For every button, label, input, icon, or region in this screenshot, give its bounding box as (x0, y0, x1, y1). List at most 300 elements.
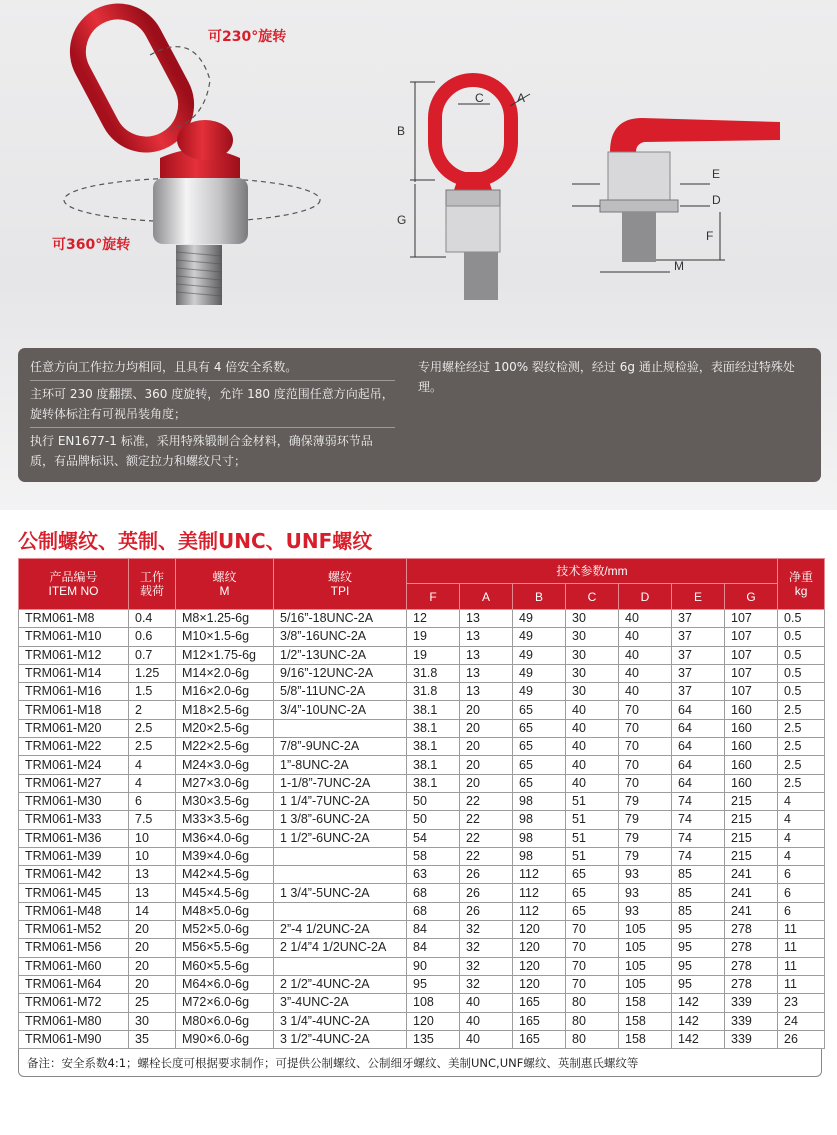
cell-f: 68 (407, 902, 460, 920)
cell-thread-m: M10×1.5-6g (176, 628, 274, 646)
cell-c: 30 (566, 610, 619, 628)
cell-weight: 4 (778, 811, 825, 829)
cell-wll: 25 (129, 994, 176, 1012)
cell-g: 215 (725, 829, 778, 847)
header-thread-m-cn: 螺纹 (212, 570, 237, 584)
header-b: B (513, 584, 566, 610)
cell-b: 65 (513, 774, 566, 792)
cell-d: 79 (619, 847, 672, 865)
features-right (418, 354, 818, 400)
cell-b: 98 (513, 829, 566, 847)
header-item-cn: 产品编号 (49, 570, 98, 584)
cell-f: 12 (407, 610, 460, 628)
cell-weight: 4 (778, 829, 825, 847)
cell-e: 142 (672, 994, 725, 1012)
table-row (19, 902, 825, 920)
table-row (19, 994, 825, 1012)
cell-b: 112 (513, 902, 566, 920)
cell-thread-m: M42×4.5-6g (176, 866, 274, 884)
cell-f: 95 (407, 975, 460, 993)
cell-c: 65 (566, 866, 619, 884)
cell-thread-m: M12×1.75-6g (176, 646, 274, 664)
cell-e: 85 (672, 884, 725, 902)
cell-wll: 30 (129, 1012, 176, 1030)
cell-a: 20 (460, 756, 513, 774)
dim-label-d: D (712, 193, 721, 207)
cell-item-no: TRM061-M80 (19, 1012, 129, 1030)
cell-g: 215 (725, 792, 778, 810)
cell-b: 112 (513, 884, 566, 902)
cell-d: 79 (619, 792, 672, 810)
cell-d: 40 (619, 628, 672, 646)
spec-table-wrap (18, 558, 824, 1049)
cell-wll: 2.5 (129, 719, 176, 737)
cell-thread-m: M72×6.0-6g (176, 994, 274, 1012)
cell-a: 32 (460, 957, 513, 975)
cell-g: 107 (725, 646, 778, 664)
table-row (19, 610, 825, 628)
cell-item-no: TRM061-M33 (19, 811, 129, 829)
cell-c: 65 (566, 884, 619, 902)
header-c: C (566, 584, 619, 610)
cell-f: 58 (407, 847, 460, 865)
cell-a: 13 (460, 610, 513, 628)
dim-label-m: M (674, 259, 684, 273)
cell-thread-m: M20×2.5-6g (176, 719, 274, 737)
cell-g: 278 (725, 921, 778, 939)
cell-b: 49 (513, 610, 566, 628)
cell-g: 160 (725, 774, 778, 792)
cell-g: 215 (725, 847, 778, 865)
cell-g: 107 (725, 683, 778, 701)
cell-a: 32 (460, 939, 513, 957)
cell-d: 105 (619, 939, 672, 957)
cell-thread-m: M24×3.0-6g (176, 756, 274, 774)
cell-c: 80 (566, 1030, 619, 1048)
cell-c: 70 (566, 921, 619, 939)
cell-thread-m: M16×2.0-6g (176, 683, 274, 701)
dim-label-b: B (397, 124, 406, 138)
cell-wll: 2 (129, 701, 176, 719)
cell-f: 84 (407, 921, 460, 939)
cell-thread-m: M39×4.0-6g (176, 847, 274, 865)
header-tech: 技术参数/mm (407, 559, 778, 584)
cell-e: 74 (672, 847, 725, 865)
cell-a: 22 (460, 792, 513, 810)
cell-wll: 20 (129, 921, 176, 939)
feature-item: 执行 EN1677-1 标准，采用特殊锻制合金材料，确保薄弱环节品质，有品牌标识、额定拉力和螺纹尺寸； (30, 434, 373, 468)
cell-wll: 0.4 (129, 610, 176, 628)
cell-thread-m: M22×2.5-6g (176, 738, 274, 756)
cell-wll: 4 (129, 756, 176, 774)
cell-weight: 2.5 (778, 774, 825, 792)
header-thread-m (176, 559, 274, 610)
cell-f: 31.8 (407, 664, 460, 682)
cell-item-no: TRM061-M27 (19, 774, 129, 792)
cell-g: 278 (725, 939, 778, 957)
cell-d: 70 (619, 774, 672, 792)
cell-g: 278 (725, 975, 778, 993)
cell-d: 93 (619, 884, 672, 902)
cell-wll: 4 (129, 774, 176, 792)
cell-thread-tpi: 1 3/8”-6UNC-2A (274, 811, 407, 829)
cell-c: 30 (566, 683, 619, 701)
cell-c: 51 (566, 847, 619, 865)
cell-thread-tpi: 1”-8UNC-2A (274, 756, 407, 774)
cell-d: 40 (619, 610, 672, 628)
cell-wll: 1.25 (129, 664, 176, 682)
header-weight-cn: 净重 (789, 570, 814, 584)
cell-f: 90 (407, 957, 460, 975)
cell-weight: 26 (778, 1030, 825, 1048)
cell-thread-m: M64×6.0-6g (176, 975, 274, 993)
cell-thread-m: M27×3.0-6g (176, 774, 274, 792)
cell-c: 30 (566, 646, 619, 664)
cell-c: 80 (566, 1012, 619, 1030)
cell-c: 65 (566, 902, 619, 920)
cell-e: 74 (672, 792, 725, 810)
table-row (19, 683, 825, 701)
cell-d: 40 (619, 646, 672, 664)
cell-d: 105 (619, 975, 672, 993)
cell-b: 120 (513, 975, 566, 993)
cell-b: 49 (513, 664, 566, 682)
cell-weight: 11 (778, 939, 825, 957)
cell-e: 95 (672, 939, 725, 957)
footnote: 备注：安全系数4:1；螺栓长度可根据要求制作；可提供公制螺纹、公制细牙螺纹、美制UNC,UNF螺纹、英制惠氏螺纹等 (18, 1049, 822, 1077)
cell-c: 40 (566, 756, 619, 774)
cell-wll: 2.5 (129, 738, 176, 756)
cell-f: 120 (407, 1012, 460, 1030)
cell-thread-tpi: 1-1/8”-7UNC-2A (274, 774, 407, 792)
cell-b: 165 (513, 1030, 566, 1048)
cell-weight: 23 (778, 994, 825, 1012)
header-g: G (725, 584, 778, 610)
cell-thread-m: M90×6.0-6g (176, 1030, 274, 1048)
cell-a: 40 (460, 1012, 513, 1030)
cell-e: 95 (672, 957, 725, 975)
cell-weight: 6 (778, 884, 825, 902)
cell-d: 40 (619, 664, 672, 682)
cell-thread-m: M60×5.5-6g (176, 957, 274, 975)
cell-b: 65 (513, 701, 566, 719)
cell-wll: 0.6 (129, 628, 176, 646)
cell-weight: 4 (778, 847, 825, 865)
cell-b: 165 (513, 994, 566, 1012)
cell-item-no: TRM061-M64 (19, 975, 129, 993)
cell-item-no: TRM061-M45 (19, 884, 129, 902)
cell-thread-tpi: 9/16”-12UNC-2A (274, 664, 407, 682)
cell-a: 13 (460, 646, 513, 664)
cell-a: 20 (460, 738, 513, 756)
cell-item-no: TRM061-M16 (19, 683, 129, 701)
table-row (19, 921, 825, 939)
table-row (19, 792, 825, 810)
cell-d: 105 (619, 957, 672, 975)
features-panel (18, 348, 821, 482)
cell-a: 26 (460, 866, 513, 884)
cell-f: 108 (407, 994, 460, 1012)
cell-wll: 13 (129, 866, 176, 884)
cell-weight: 0.5 (778, 664, 825, 682)
cell-thread-m: M18×2.5-6g (176, 701, 274, 719)
cell-b: 49 (513, 683, 566, 701)
cell-c: 51 (566, 811, 619, 829)
cell-d: 93 (619, 866, 672, 884)
cell-b: 98 (513, 811, 566, 829)
table-row (19, 884, 825, 902)
cell-item-no: TRM061-M39 (19, 847, 129, 865)
header-thread-m-code: M (219, 584, 230, 598)
cell-a: 20 (460, 719, 513, 737)
cell-g: 160 (725, 701, 778, 719)
dimension-drawing-front (380, 72, 560, 302)
cell-f: 50 (407, 811, 460, 829)
header-thread-tpi-code: TPI (330, 584, 350, 598)
cell-item-no: TRM061-M48 (19, 902, 129, 920)
cell-thread-tpi (274, 719, 407, 737)
cell-b: 120 (513, 957, 566, 975)
header-weight-unit: kg (794, 584, 808, 598)
cell-weight: 11 (778, 975, 825, 993)
cell-c: 70 (566, 957, 619, 975)
cell-e: 64 (672, 774, 725, 792)
table-row (19, 847, 825, 865)
header-wll (129, 559, 176, 610)
table-row (19, 756, 825, 774)
cell-thread-m: M8×1.25-6g (176, 610, 274, 628)
header-thread-tpi (274, 559, 407, 610)
header-thread-tpi-cn: 螺纹 (327, 570, 352, 584)
cell-d: 158 (619, 1012, 672, 1030)
cell-thread-tpi (274, 957, 407, 975)
cell-weight: 11 (778, 921, 825, 939)
cell-b: 112 (513, 866, 566, 884)
product-hero (0, 0, 837, 510)
cell-d: 70 (619, 719, 672, 737)
cell-thread-m: M80×6.0-6g (176, 1012, 274, 1030)
cell-item-no: TRM061-M18 (19, 701, 129, 719)
cell-item-no: TRM061-M20 (19, 719, 129, 737)
cell-g: 241 (725, 866, 778, 884)
dim-label-c: C (475, 91, 484, 105)
cell-d: 40 (619, 683, 672, 701)
cell-thread-m: M14×2.0-6g (176, 664, 274, 682)
cell-weight: 0.5 (778, 683, 825, 701)
cell-d: 70 (619, 738, 672, 756)
cell-weight: 6 (778, 902, 825, 920)
cell-a: 20 (460, 774, 513, 792)
cell-weight: 0.5 (778, 610, 825, 628)
cell-item-no: TRM061-M36 (19, 829, 129, 847)
features-left (30, 354, 395, 474)
cell-f: 38.1 (407, 701, 460, 719)
header-weight (778, 559, 825, 610)
cell-b: 165 (513, 1012, 566, 1030)
cell-g: 107 (725, 628, 778, 646)
dim-label-g: G (397, 213, 407, 227)
cell-b: 65 (513, 738, 566, 756)
cell-d: 105 (619, 921, 672, 939)
cell-c: 51 (566, 792, 619, 810)
cell-e: 64 (672, 738, 725, 756)
cell-b: 65 (513, 756, 566, 774)
table-row (19, 1030, 825, 1048)
cell-e: 85 (672, 902, 725, 920)
dimension-drawing-side (570, 100, 790, 290)
feature-item: 任意方向工作拉力均相同，且具有 4 倍安全系数。 (30, 354, 395, 381)
cell-d: 158 (619, 994, 672, 1012)
header-wll-cn2: 载荷 (139, 584, 164, 598)
header-e: E (672, 584, 725, 610)
cell-thread-m: M52×5.0-6g (176, 921, 274, 939)
cell-wll: 20 (129, 939, 176, 957)
cell-a: 32 (460, 921, 513, 939)
cell-thread-tpi: 1 1/2”-6UNC-2A (274, 829, 407, 847)
cell-b: 120 (513, 939, 566, 957)
cell-g: 107 (725, 610, 778, 628)
cell-thread-m: M45×4.5-6g (176, 884, 274, 902)
cell-item-no: TRM061-M12 (19, 646, 129, 664)
cell-d: 79 (619, 829, 672, 847)
header-wll-cn: 工作 (139, 570, 164, 584)
cell-item-no: TRM061-M52 (19, 921, 129, 939)
cell-a: 20 (460, 701, 513, 719)
cell-a: 32 (460, 975, 513, 993)
cell-g: 107 (725, 664, 778, 682)
cell-a: 40 (460, 994, 513, 1012)
cell-d: 158 (619, 1030, 672, 1048)
cell-g: 160 (725, 738, 778, 756)
header-d: D (619, 584, 672, 610)
cell-d: 70 (619, 701, 672, 719)
cell-thread-tpi (274, 902, 407, 920)
cell-c: 70 (566, 975, 619, 993)
spec-table-body (19, 610, 825, 1049)
cell-item-no: TRM061-M90 (19, 1030, 129, 1048)
cell-thread-m: M33×3.5-6g (176, 811, 274, 829)
cell-thread-tpi: 1 1/4”-7UNC-2A (274, 792, 407, 810)
cell-d: 93 (619, 902, 672, 920)
header-item-en: ITEM NO (48, 584, 99, 598)
cell-f: 38.1 (407, 738, 460, 756)
cell-f: 19 (407, 646, 460, 664)
cell-wll: 10 (129, 847, 176, 865)
cell-item-no: TRM061-M8 (19, 610, 129, 628)
cell-e: 74 (672, 811, 725, 829)
table-row (19, 719, 825, 737)
cell-thread-tpi: 2”-4 1/2UNC-2A (274, 921, 407, 939)
cell-g: 241 (725, 902, 778, 920)
table-row (19, 975, 825, 993)
cell-item-no: TRM061-M14 (19, 664, 129, 682)
cell-g: 160 (725, 756, 778, 774)
cell-item-no: TRM061-M56 (19, 939, 129, 957)
cell-item-no: TRM061-M24 (19, 756, 129, 774)
cell-b: 49 (513, 628, 566, 646)
cell-d: 70 (619, 756, 672, 774)
cell-b: 98 (513, 792, 566, 810)
cell-c: 40 (566, 774, 619, 792)
cell-item-no: TRM061-M30 (19, 792, 129, 810)
cell-item-no: TRM061-M72 (19, 994, 129, 1012)
cell-f: 31.8 (407, 683, 460, 701)
swivel-hoist-ring-photo (40, 0, 370, 330)
cell-thread-tpi: 3”-4UNC-2A (274, 994, 407, 1012)
cell-weight: 2.5 (778, 756, 825, 774)
cell-e: 85 (672, 866, 725, 884)
cell-e: 64 (672, 719, 725, 737)
header-a: A (460, 584, 513, 610)
cell-c: 70 (566, 939, 619, 957)
cell-c: 40 (566, 738, 619, 756)
cell-g: 339 (725, 1012, 778, 1030)
cell-e: 64 (672, 756, 725, 774)
feature-item: 主环可 230 度翻摆、360 度旋转，允许 180 度范围任意方向起吊，旋转体标注有可视吊装角度； (30, 381, 395, 428)
cell-c: 80 (566, 994, 619, 1012)
cell-f: 54 (407, 829, 460, 847)
cell-b: 49 (513, 646, 566, 664)
table-row (19, 701, 825, 719)
dim-label-a: A (517, 91, 526, 105)
cell-item-no: TRM061-M10 (19, 628, 129, 646)
cell-f: 63 (407, 866, 460, 884)
cell-e: 37 (672, 610, 725, 628)
cell-wll: 20 (129, 975, 176, 993)
cell-wll: 0.7 (129, 646, 176, 664)
cell-weight: 2.5 (778, 719, 825, 737)
cell-a: 22 (460, 847, 513, 865)
cell-weight: 11 (778, 957, 825, 975)
table-row (19, 1012, 825, 1030)
cell-e: 95 (672, 921, 725, 939)
cell-e: 37 (672, 628, 725, 646)
table-row (19, 774, 825, 792)
section-title: 公制螺纹、英制、美制UNC、UNF螺纹 (18, 529, 373, 553)
cell-item-no: TRM061-M42 (19, 866, 129, 884)
cell-c: 30 (566, 628, 619, 646)
cell-g: 241 (725, 884, 778, 902)
cell-e: 37 (672, 646, 725, 664)
cell-c: 40 (566, 701, 619, 719)
cell-thread-m: M48×5.0-6g (176, 902, 274, 920)
header-f: F (407, 584, 460, 610)
cell-weight: 6 (778, 866, 825, 884)
cell-wll: 10 (129, 829, 176, 847)
cell-a: 22 (460, 829, 513, 847)
cell-thread-tpi: 3/4”-10UNC-2A (274, 701, 407, 719)
rotation-230-label: 可230°旋转 (208, 29, 287, 45)
cell-thread-tpi: 2 1/2”-4UNC-2A (274, 975, 407, 993)
cell-wll: 20 (129, 957, 176, 975)
dim-label-f: F (706, 229, 714, 243)
cell-b: 98 (513, 847, 566, 865)
cell-wll: 1.5 (129, 683, 176, 701)
cell-g: 339 (725, 994, 778, 1012)
table-row (19, 939, 825, 957)
cell-wll: 7.5 (129, 811, 176, 829)
cell-g: 278 (725, 957, 778, 975)
cell-wll: 35 (129, 1030, 176, 1048)
cell-thread-tpi: 3/8”-16UNC-2A (274, 628, 407, 646)
cell-wll: 14 (129, 902, 176, 920)
cell-e: 37 (672, 664, 725, 682)
header-item-no (19, 559, 129, 610)
cell-a: 26 (460, 902, 513, 920)
cell-a: 22 (460, 811, 513, 829)
cell-e: 142 (672, 1030, 725, 1048)
cell-weight: 2.5 (778, 701, 825, 719)
